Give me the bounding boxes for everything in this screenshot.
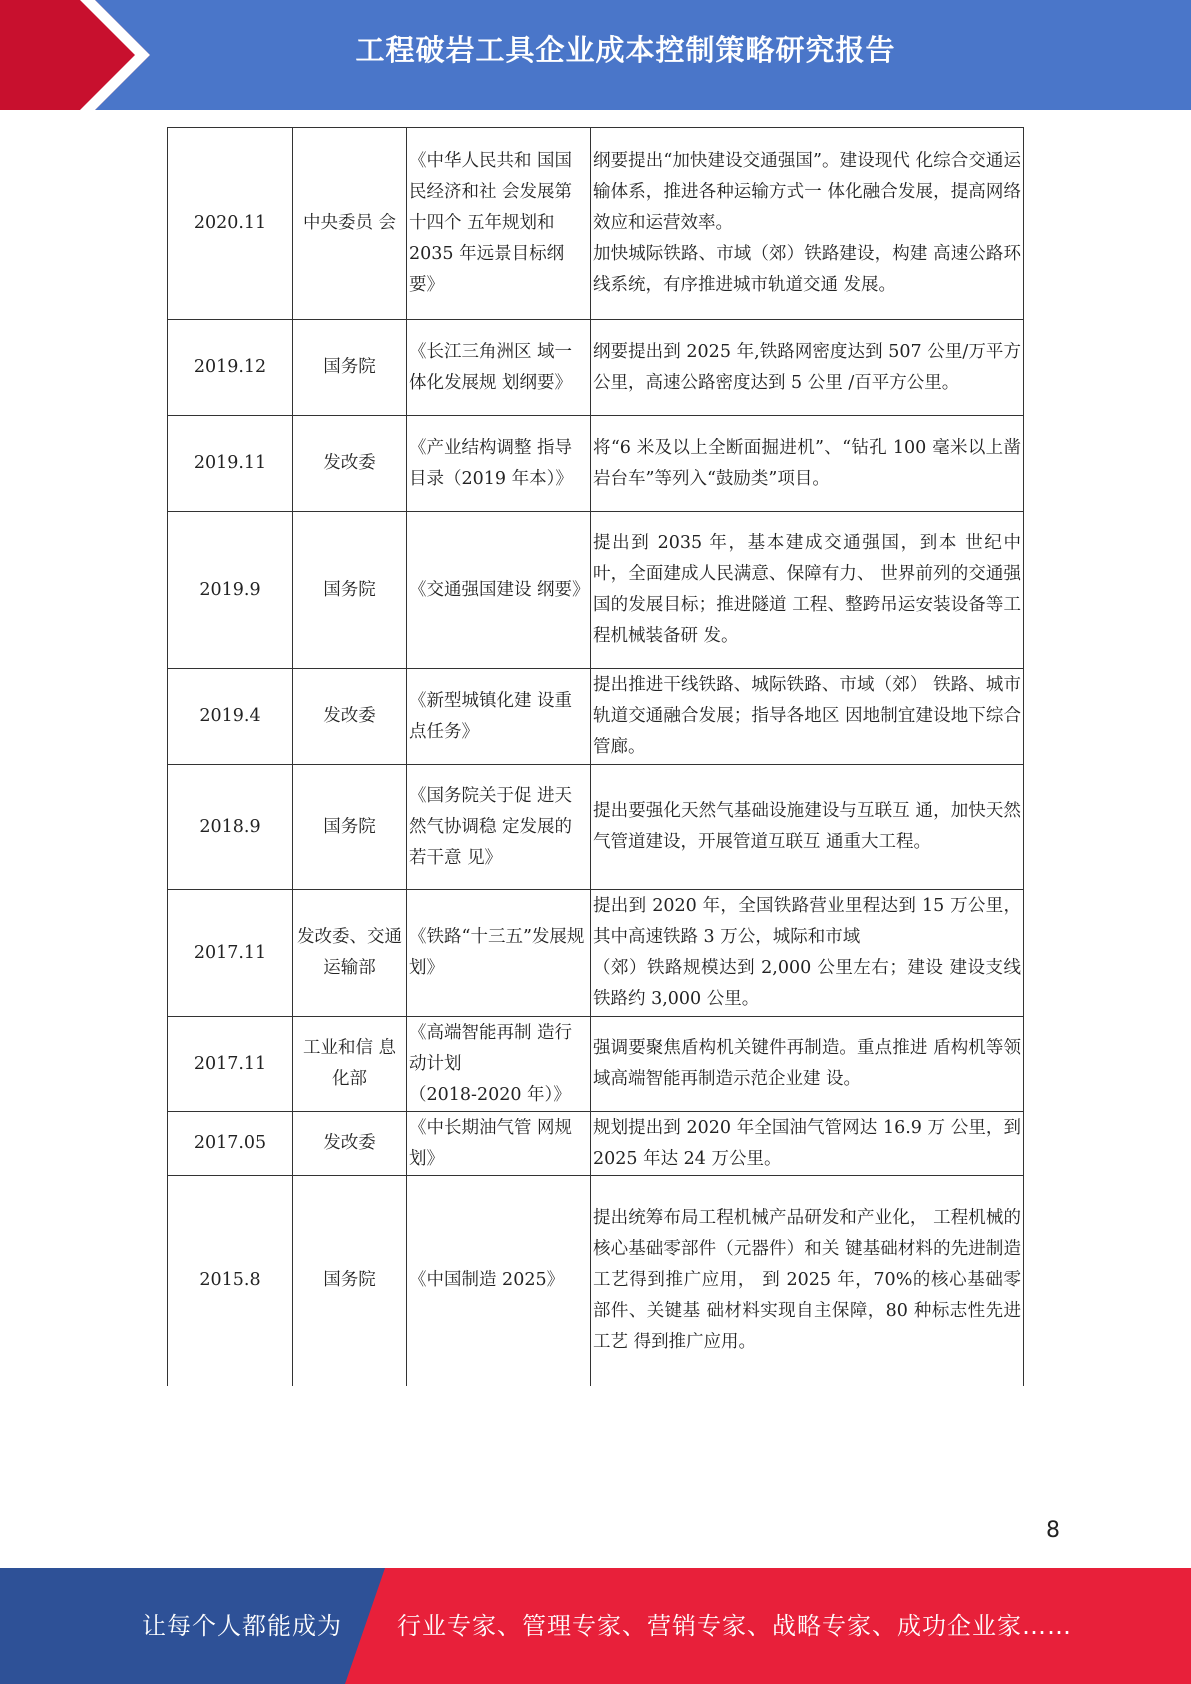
org-cell: 工业和信 息化部	[293, 1017, 407, 1112]
description-paragraph: 提出推进干线铁路、城际铁路、市域（郊） 铁路、城市轨道交通融合发展；指导各地区 因地制宜建设地下综合管廊。	[593, 675, 1021, 757]
document-cell: 《国务院关于促 进天然气协调稳 定发展的若干意 见》	[407, 765, 591, 890]
policy-table-container	[167, 127, 1023, 1386]
org-cell: 发改委	[293, 1112, 407, 1176]
date-cell: 2020.11	[168, 128, 293, 320]
org-cell: 国务院	[293, 1176, 407, 1386]
table-row	[168, 416, 1024, 512]
page-footer	[0, 1568, 1191, 1684]
org-cell: 国务院	[293, 512, 407, 669]
org-cell: 中央委员 会	[293, 128, 407, 320]
description-cell	[591, 128, 1024, 320]
table-row	[168, 512, 1024, 669]
policy-table	[167, 127, 1024, 1386]
description-paragraph: 规划提出到 2020 年全国油气管网达 16.9 万 公里，到 2025 年达 24 万公里。	[593, 1117, 1021, 1169]
description-paragraph: 纲要提出“加快建设交通强国”。建设现代 化综合交通运输体系，推进各种运输方式一 体化融合发展，提高网络效应和运营效率。	[593, 151, 1021, 233]
date-cell: 2019.9	[168, 512, 293, 669]
table-row	[168, 128, 1024, 320]
description-cell	[591, 416, 1024, 512]
description-cell	[591, 512, 1024, 669]
document-line: （2018-2020 年）》	[409, 1084, 571, 1105]
table-row	[168, 1112, 1024, 1176]
description-cell	[591, 1017, 1024, 1112]
description-paragraph: 强调要聚焦盾构机关键件再制造。重点推进 盾构机等领域高端智能再制造示范企业建 设。	[593, 1038, 1021, 1089]
date-cell: 2017.05	[168, 1112, 293, 1176]
description-paragraph: 提出统筹布局工程机械产品研发和产业化， 工程机械的核心基础零部件（元器件）和关 键基础材料的先进制造工艺得到推广应用， 到 2025 年，70%的核心基础零部件、关键基 础材料实现自主保障，80 种标志性先进工艺 得到推广应用。	[593, 1208, 1021, 1353]
description-paragraph: 提出到 2035 年，基本建成交通强国，到本 世纪中叶，全面建成人民满意、保障有力、 世界前列的交通强国的发展目标；推进隧道 工程、整跨吊运安装设备等工程机械装备研 发。	[593, 533, 1021, 646]
description-cell	[591, 1112, 1024, 1176]
date-cell: 2017.11	[168, 1017, 293, 1112]
document-cell: 《中华人民共和 国国民经济和社 会发展第十四个 五年规划和 2035 年远景目标纲要》	[407, 128, 591, 320]
org-cell: 发改委、交通运输部	[293, 890, 407, 1017]
table-row	[168, 1176, 1024, 1386]
document-cell: 《铁路“十三五”发展规划》	[407, 890, 591, 1017]
description-cell	[591, 1176, 1024, 1386]
org-cell: 发改委	[293, 669, 407, 765]
table-row	[168, 1017, 1024, 1112]
description-cell	[591, 890, 1024, 1017]
description-paragraph: 将“6 米及以上全断面掘进机”、“钻孔 100 毫米以上凿岩台车”等列入“鼓励类”项目。	[593, 437, 1021, 489]
document-cell	[407, 1017, 591, 1112]
date-cell: 2019.11	[168, 416, 293, 512]
document-cell: 《中长期油气管 网规划》	[407, 1112, 591, 1176]
table-row	[168, 890, 1024, 1017]
org-cell: 国务院	[293, 320, 407, 416]
page-number: 8	[1046, 1518, 1060, 1543]
table-row	[168, 669, 1024, 765]
footer-slogan-right: 行业专家、管理专家、营销专家、战略专家、成功企业家……	[397, 1612, 1072, 1640]
description-paragraph: 提出要强化天然气基础设施建设与互联互 通，加快天然气管道建设，开展管道互联互 通重大工程。	[593, 801, 1021, 852]
document-cell: 《中国制造 2025》	[407, 1176, 591, 1386]
report-title: 工程破岩工具企业成本控制策略研究报告	[355, 33, 896, 67]
document-cell: 《产业结构调整 指导目录（2019 年本）》	[407, 416, 591, 512]
date-cell: 2019.12	[168, 320, 293, 416]
description-cell	[591, 765, 1024, 890]
org-cell: 国务院	[293, 765, 407, 890]
document-cell: 《新型城镇化建 设重点任务》	[407, 669, 591, 765]
description-paragraph: 提出到 2020 年，全国铁路营业里程达到 15 万公里，其中高速铁路 3 万公，城际和市域	[593, 896, 1021, 947]
page-header	[0, 0, 1191, 110]
description-cell	[591, 320, 1024, 416]
org-cell: 发改委	[293, 416, 407, 512]
description-paragraph: （郊）铁路规模达到 2,000 公里左右；建设 建设支线铁路约 3,000 公里。	[593, 958, 1021, 1009]
date-cell: 2015.8	[168, 1176, 293, 1386]
document-cell: 《交通强国建设 纲要》	[407, 512, 591, 669]
table-row	[168, 765, 1024, 890]
document-line: 《高端智能再制 造行动计划	[409, 1022, 573, 1074]
description-paragraph: 纲要提出到 2025 年,铁路网密度达到 507 公里/万平方公里，高速公路密度达到 5 公里 /百平方公里。	[593, 341, 1021, 393]
date-cell: 2017.11	[168, 890, 293, 1017]
table-row	[168, 320, 1024, 416]
footer-slogan-left: 让每个人都能成为	[142, 1612, 342, 1640]
description-cell	[591, 669, 1024, 765]
description-paragraph: 加快城际铁路、市域（郊）铁路建设，构建 高速公路环线系统，有序推进城市轨道交通 发展。	[593, 244, 1021, 295]
document-cell: 《长江三角洲区 域一体化发展规 划纲要》	[407, 320, 591, 416]
date-cell: 2019.4	[168, 669, 293, 765]
date-cell: 2018.9	[168, 765, 293, 890]
